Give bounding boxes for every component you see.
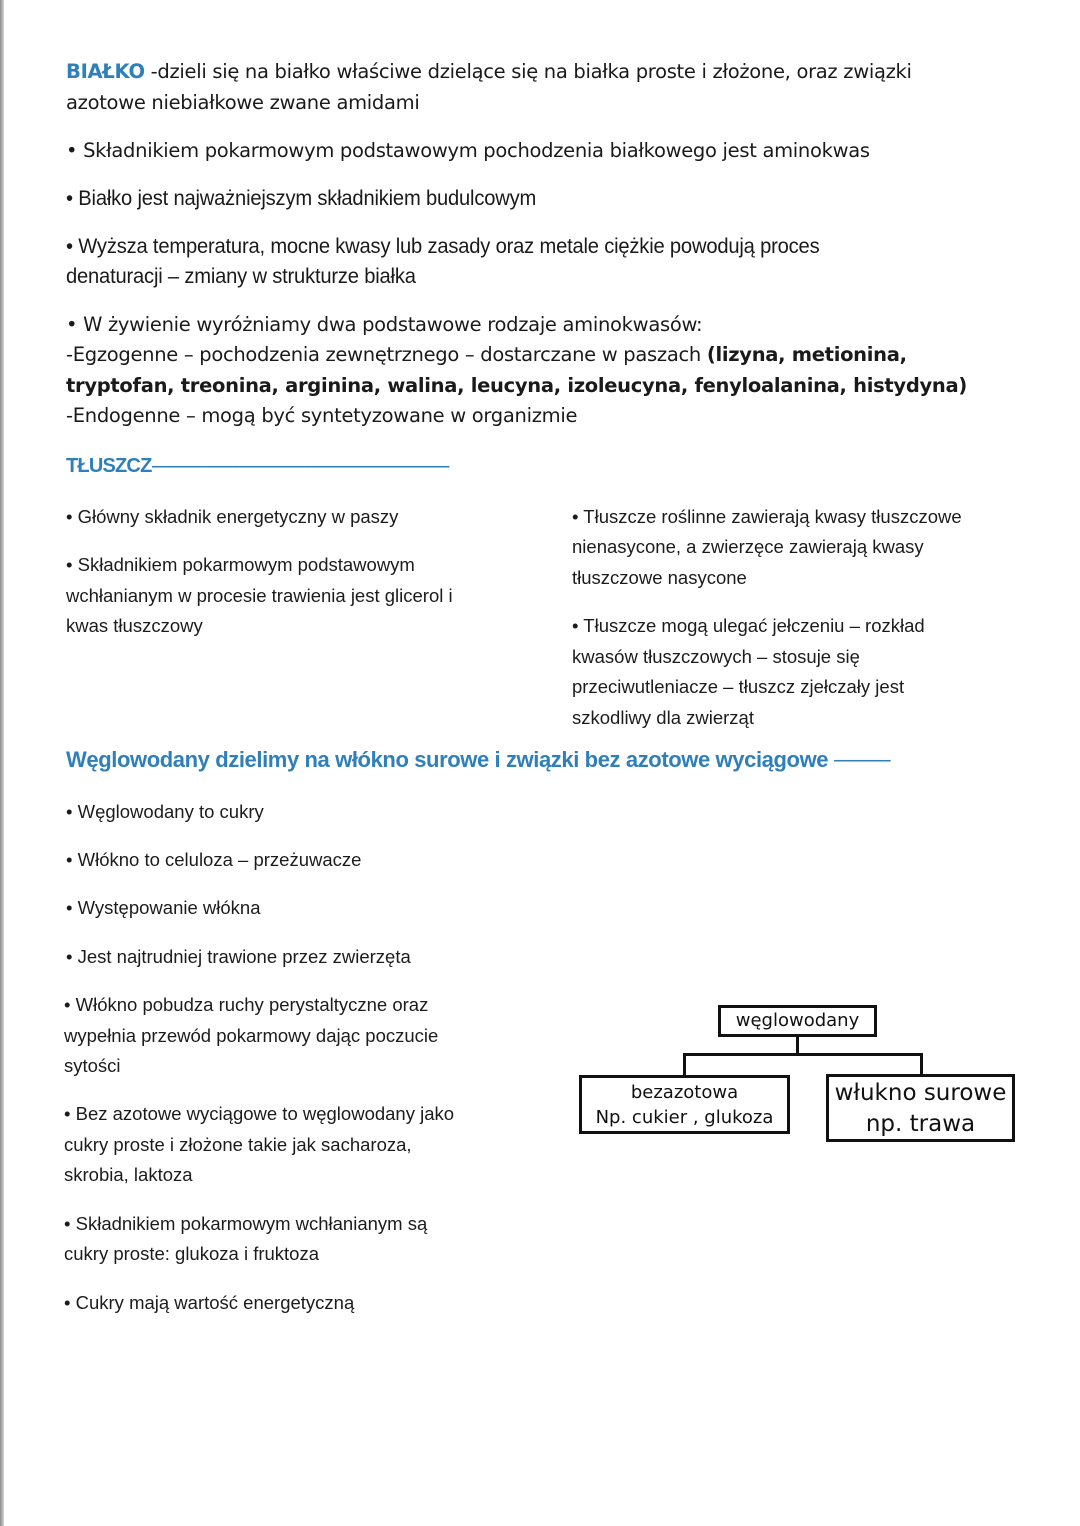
weglowodany-bullet-perystaltyka-line1: • Włókno pobudza ruchy perystaltyczne oraz [64,994,429,1015]
tluszcz-right-bullet2-line3: przeciwutleniacze – tłuszcz zjełczały jest [572,676,905,697]
weglowodany-bullet-wchlanianie-line1: • Składnikiem pokarmowym wchłanianym są [64,1213,428,1234]
weglowodany-heading [66,745,890,775]
diagram-connector-right [920,1053,923,1076]
bialko-bullet-denaturacja-line1: • Wyższa temperatura, mocne kwasy lub zasady oraz metale ciężkie powodują proces [66,235,820,258]
weglowodany-bullet-cukry: • Węglowodany to cukry [66,801,264,822]
weglowodany-bullet-energia: • Cukry mają wartość energetyczną [64,1292,355,1313]
bialko-bullet-aminokwas: • Składnikiem pokarmowym podstawowym pochodzenia białkowego jest aminokwas [66,139,870,162]
tluszcz-heading [66,453,449,479]
weglowodany-bullet-perystaltyka-line2: wypełnia przewód pokarmowy dając poczucie [64,1025,439,1046]
tluszcz-left-bullet2-line1: • Składnikiem pokarmowym podstawowym [66,554,415,575]
diagram-right-box [826,1074,1015,1142]
bialko-bullet-budulcowy: • Białko jest najważniejszym składnikiem budulcowym [66,187,537,210]
tluszcz-left-bullet2-line2: wchłanianym w procesie trawienia jest glicerol i [66,585,453,606]
tluszcz-left-bullet2-line3: kwas tłuszczowy [66,615,203,636]
bialko-intro-line1 [66,57,912,88]
diagram-connector-left [683,1053,686,1076]
bialko-bullet-denaturacja-line2: denaturacji – zmiany w strukturze białka [66,265,416,288]
weglowodany-bullet-perystaltyka-line3: sytości [64,1055,121,1076]
diagram-left-label-line2: Np. cukier , glukoza [595,1107,774,1128]
tluszcz-title: TŁUSZCZ [66,455,152,477]
tluszcz-right-bullet2-line4: szkodliwy dla zwierząt [572,707,754,728]
diagram-root-label: węglowodany [735,1010,860,1031]
scan-edge [0,0,4,1526]
diagram-right-label-line1: włukno surowe [834,1080,1007,1106]
bialko-intro-text: -dzieli się na białko właściwe dzielące się na białka proste i złożone, oraz związki [144,60,912,83]
diagram-root-box [718,1005,877,1037]
tluszcz-right-bullet2-line2: kwasów tłuszczowych – stosuje się [572,646,860,667]
weglowodany-bullet-bezazotowe-line1: • Bez azotowe wyciągowe to węglowodany jako [64,1103,455,1124]
tluszcz-left-bullet1: • Główny składnik energetyczny w paszy [66,506,399,527]
weglowodany-bullet-wchlanianie-line2: cukry proste: glukoza i fruktoza [64,1243,319,1264]
tluszcz-dashes: ----------------------------------------------------------------------------------------------- [151,458,449,473]
weglowodany-bullet-bezazotowe-line3: skrobia, laktoza [64,1164,193,1185]
weglowodany-bullet-trawione: • Jest najtrudniej trawione przez zwierzęta [66,946,411,967]
egzogenne-list-part1: (lizyna, metionina, [706,343,907,366]
bialko-bullet-aminokwasy: • W żywienie wyróżniamy dwa podstawowe rodzaje aminokwasów: [66,313,703,336]
weglowodany-bullet-wystepowanie: • Występowanie włókna [66,897,261,918]
tluszcz-right-bullet1-line2: nienasycone, a zwierzęce zawierają kwasy [572,536,924,557]
tluszcz-right-bullet1-line3: tłuszczowe nasycone [572,567,747,588]
bialko-endogenne: -Endogenne – mogą być syntetyzowane w organizmie [66,404,578,427]
diagram-left-box [579,1075,790,1134]
diagram-right-label-line2: np. trawa [865,1111,976,1137]
egzogenne-list-part2: tryptofan, treonina, arginina, walina, leucyna, izoleucyna, fenyloalanina, histydyna) [66,374,967,397]
weglowodany-bullet-celuloza: • Włókno to celuloza – przeżuwacze [66,849,362,870]
bialko-title: BIAŁKO [66,60,145,83]
weglowodany-dashes: ------------------ [833,752,890,767]
diagram-left-label-line1: bezazotowa [630,1082,739,1103]
egzogenne-text: -Egzogenne – pochodzenia zewnętrznego – dostarczane w paszach [66,343,707,366]
tluszcz-right-bullet2-line1: • Tłuszcze mogą ulegać jełczeniu – rozkład [572,615,925,636]
diagram-connector-bar [683,1053,923,1056]
weglowodany-title: Węglowodany dzielimy na włókno surowe i związki bez azotowe wyciągowe [66,747,829,772]
tluszcz-right-bullet1-line1: • Tłuszcze roślinne zawierają kwasy tłuszczowe [572,506,962,527]
weglowodany-bullet-bezazotowe-line2: cukry proste i złożone takie jak sacharoza, [64,1134,412,1155]
bialko-egzogenne-line1 [66,340,907,371]
bialko-intro-line2: azotowe niebiałkowe zwane amidami [66,91,420,114]
